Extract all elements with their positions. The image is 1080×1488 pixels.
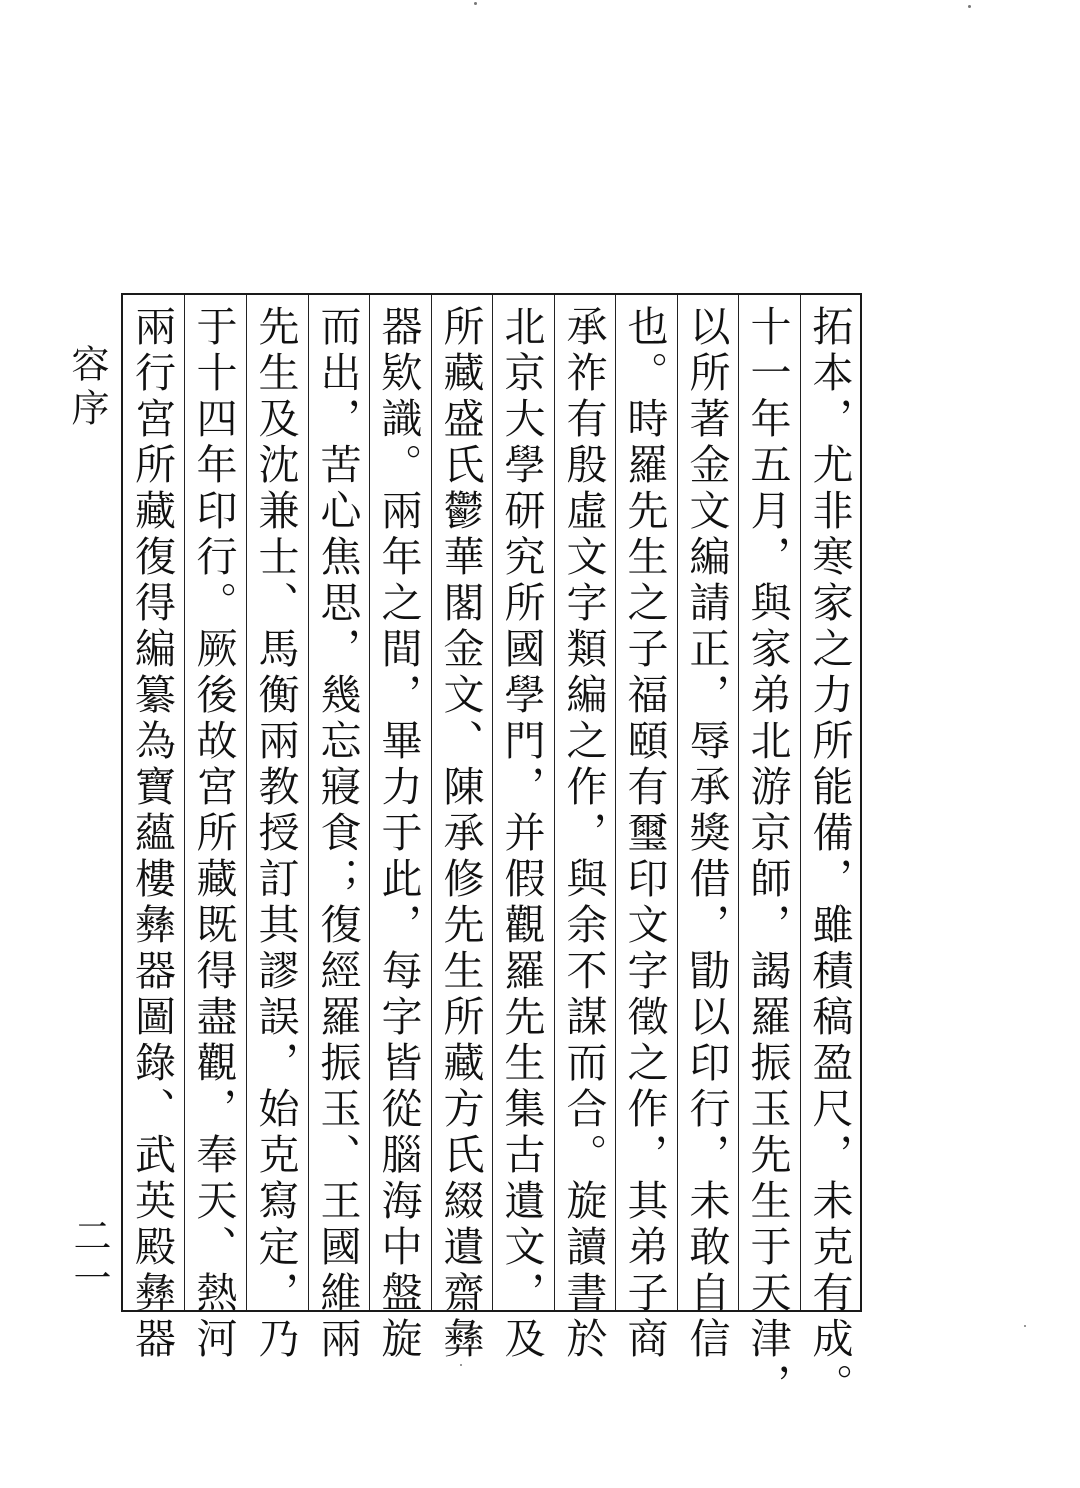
scan-speck xyxy=(1024,1325,1026,1327)
column-text: 十一年五月，與家弟北游京師，謁羅振玉先生于天津， xyxy=(743,305,792,1409)
text-column xyxy=(123,295,180,1363)
text-column xyxy=(800,295,857,1409)
page-number: 二一 xyxy=(67,1216,111,1300)
scan-speck xyxy=(474,2,477,5)
text-column xyxy=(184,295,241,1363)
margin-title: 容序 xyxy=(65,344,109,432)
text-column xyxy=(308,295,365,1363)
column-text: 于十四年印行。厥後故宮所藏既得盡觀，奉天、熱河 xyxy=(189,305,238,1363)
column-text: 所藏盛氏鬱華閣金文、陳承修先生所藏方氏綴遺齋彝 xyxy=(436,305,485,1363)
text-column xyxy=(369,295,426,1363)
scan-speck xyxy=(968,5,971,8)
text-frame xyxy=(121,293,862,1409)
text-column xyxy=(492,295,549,1363)
column-text: 承祚有殷虛文字類編之作，與余不謀而合。旋讀書於 xyxy=(559,305,608,1363)
text-column xyxy=(738,295,795,1409)
column-text: 也。時羅先生之子福頤有璽印文字徵之作，其弟子商 xyxy=(620,305,669,1363)
column-text: 而出，苦心焦思，幾忘寢食；復經羅振玉、王國維兩 xyxy=(313,305,362,1363)
column-text: 先生及沈兼士、馬衡兩教授訂其謬誤，始克寫定，乃 xyxy=(251,305,300,1363)
text-column xyxy=(246,295,303,1363)
column-text: 兩行宮所藏復得編纂為寶蘊樓彝器圖錄、武英殿彝器 xyxy=(128,305,176,1363)
text-column xyxy=(677,295,734,1363)
column-text: 拓本，尤非寒家之力所能備，雖積稿盈尺，未克有成。 xyxy=(805,305,854,1409)
column-text: 以所著金文編請正，辱承獎借，勖以印行，未敢自信 xyxy=(682,305,731,1363)
text-column xyxy=(554,295,611,1363)
scan-speck xyxy=(460,1364,462,1366)
column-text: 器欵識。兩年之間，畢力于此，每字皆從腦海中盤旋 xyxy=(374,305,423,1363)
text-column xyxy=(615,295,672,1363)
text-column xyxy=(431,295,488,1363)
column-text: 北京大學研究所國學門，并假觀羅先生集古遺文，及 xyxy=(497,305,546,1363)
